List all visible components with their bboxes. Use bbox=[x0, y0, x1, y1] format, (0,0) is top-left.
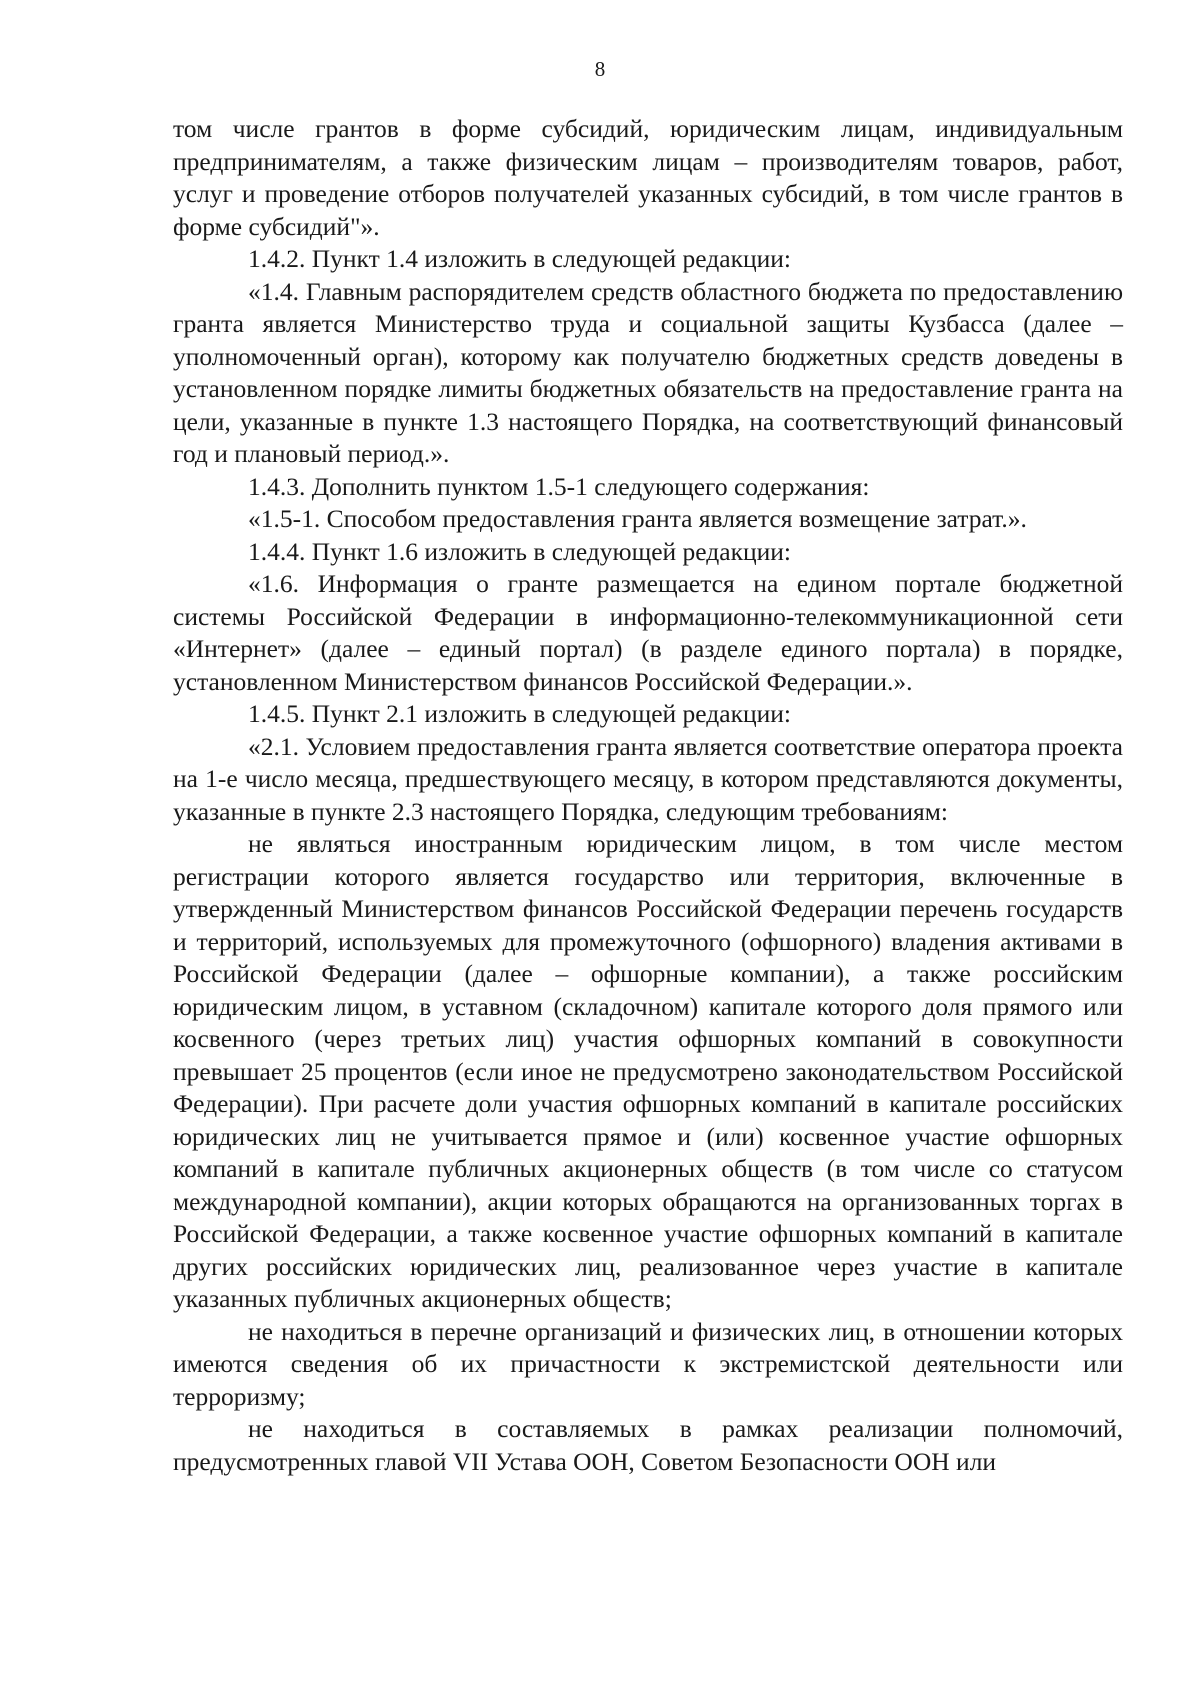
paragraph-quote-2-1: «2.1. Условием предоставления гранта является соответствие оператора проекта на 1-е число месяца, предшествующего месяцу, в котором представляются документы, указанные в пункте 2.3 настоящего Порядка, следующим требованиям: bbox=[173, 731, 1123, 826]
paragraph-item-1-4-5: 1.4.5. Пункт 2.1 изложить в следующей редакции: bbox=[248, 699, 791, 728]
page-number: 8 bbox=[594, 57, 606, 81]
paragraph-quote-1-4: «1.4. Главным распорядителем средств областного бюджета по предоставлению гранта является Министерство труда и социальной защиты Кузбасса (далее – уполномоченный орган), которому как получателю бюджетных средств доведены в установленном порядке лимиты бюджетных обязательств на предоставление гранта на цели, указанные в пункте 1.3 настоящего Порядка, на соответствующий финансовый год и плановый период.». bbox=[173, 276, 1123, 468]
paragraph-requirement-extremism: не находиться в перечне организаций и физических лиц, в отношении которых имеются сведения об их причастности к экстремистской деятельности или терроризму; bbox=[173, 1316, 1123, 1411]
paragraph-item-1-4-2: 1.4.2. Пункт 1.4 изложить в следующей редакции: bbox=[248, 244, 791, 273]
paragraph-requirement-offshore: не являться иностранным юридическим лицом, в том числе местом регистрации которого является государство или территория, включенные в утвержденный Министерством финансов Российской Федерации перечень государств и территорий, используемых для промежуточного (офшорного) владения активами в Российской Федерации (далее – офшорные компании), а также российским юридическим лицом, в уставном (складочном) капитале которого доля прямого или косвенного (через третьих лиц) участия офшорных компаний в совокупности превышает 25 процентов (если иное не предусмотрено законодательством Российской Федерации). При расчете доли участия офшорных компаний в капитале российских юридических лиц не учитывается прямое и (или) косвенное участие офшорных компаний в капитале публичных акционерных обществ (в том числе со статусом международной компании), акции которых обращаются на организованных торгах в Российской Федерации, а также косвенное участие офшорных компаний в капитале других российских юридических лиц, реализованное через участие в капитале указанных публичных акционерных обществ; bbox=[173, 829, 1123, 1313]
paragraph-item-1-4-3: 1.4.3. Дополнить пунктом 1.5-1 следующего содержания: bbox=[248, 471, 870, 501]
paragraph-item-1-4-4: 1.4.4. Пункт 1.6 изложить в следующей редакции: bbox=[248, 536, 791, 566]
paragraph-requirement-un: не находиться в составляемых в рамках реализации полномочий, предусмотренных главой VII Устава ООН, Советом Безопасности ООН или bbox=[173, 1414, 1123, 1476]
paragraph-continuation: том числе грантов в форме субсидий, юридическим лицам, индивидуальным предпринимателям, а также физическим лицам – производителям товаров, работ, услуг и проведение отборов получателей указанных субсидий, в том числе грантов в форме субсидий"». bbox=[173, 114, 1123, 241]
paragraph-quote-1-5-1: «1.5-1. Способом предоставления гранта является возмещение затрат.». bbox=[248, 504, 1027, 533]
document-body bbox=[173, 113, 1123, 1478]
paragraph-quote-1-6: «1.6. Информация о гранте размещается на едином портале бюджетной системы Российской Федерации в информационно-телекоммуникационной сети «Интернет» (далее – единый портал) (в разделе единого портала) в порядке, установленном Министерством финансов Российской Федерации.». bbox=[173, 569, 1123, 696]
